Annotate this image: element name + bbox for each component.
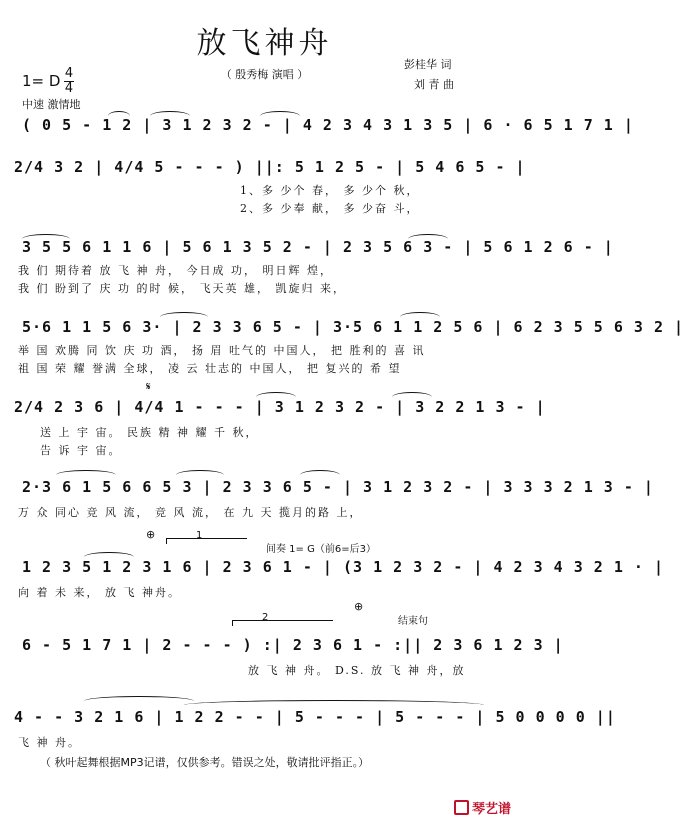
key-signature: 1= D: [22, 72, 61, 90]
volta-label: 1: [196, 530, 203, 541]
song-title: 放飞神舟: [196, 26, 333, 61]
lyricist-credit: 彭桂华 词: [404, 58, 452, 71]
slur: [300, 470, 340, 475]
lyric-line: 2、多 少奉 献， 多 少奋 斗，: [240, 202, 420, 215]
score-line: 6 - 5 1 7 1 | 2 - - - ) :| 2 3 6 1 - :|| 2 3 6 1 2 3 |: [22, 636, 564, 654]
slur: [84, 696, 194, 701]
site-watermark: 琴艺谱: [454, 798, 511, 817]
ending-marking: 结束句: [398, 616, 428, 627]
lyric-line: 放 飞 神 舟。 D.S. 放 飞 神 舟，放: [248, 664, 466, 677]
lyric-line: 向 着 未 来， 放 飞 神舟。: [18, 586, 181, 599]
volta-label: 2: [262, 612, 269, 623]
slur: [84, 552, 134, 557]
lyric-line: 祖 国 荣 耀 誉满 全球， 凌 云 壮志的 中国人， 把 复兴的 希 望: [18, 362, 402, 375]
interlude-marking: 间奏 1= G（前6=后3）: [266, 544, 376, 555]
score-line: 2·3 6 1 5 6 6 5 3 | 2 3 3 6 5 - | 3 1 2 3 2 - | 3 3 3 2 1 3 - |: [22, 478, 654, 496]
slur: [392, 392, 432, 397]
volta-bracket: [166, 538, 247, 544]
logo-icon: [454, 800, 469, 815]
lyric-line: 送 上 宇 宙。 民族 精 神 耀 千 秋，: [40, 426, 259, 439]
volta-bracket: [232, 620, 333, 626]
slur: [56, 470, 116, 475]
tempo-marking: 中速 激情地: [22, 98, 81, 111]
coda-sign: ⊕: [354, 600, 364, 613]
score-line: 5·6 1 1 5 6 3· | 2 3 3 6 5 - | 3·5 6 1 1 2 5 6 | 6 2 3 5 5 6 3 2 |: [22, 318, 684, 336]
lyric-line: 飞 神 舟。: [18, 736, 81, 749]
slur: [400, 312, 440, 317]
lyric-line: 1、多 少个 春， 多 少个 秋，: [240, 184, 420, 197]
lyric-line: 举 国 欢腾 同 饮 庆 功 酒， 扬 眉 吐气的 中国人， 把 胜利的 喜 讯: [18, 344, 426, 357]
performer-credit: （ 殷秀梅 演唱 ）: [220, 68, 309, 81]
score-line: ( 0 5 - 1 2 | 3 1 2 3 2 - | 4 2 3 4 3 1 3 5 | 6 · 6 5 1 7 1 |: [22, 116, 634, 134]
slur: [160, 312, 208, 317]
score-line: 2/4 2 3 6 | 4/4 1 - - - | 3 1 2 3 2 - | 3 2 2 1 3 - |: [14, 398, 546, 416]
score-line: 1 2 3 5 1 2 3 1 6 | 2 3 6 1 - | (3 1 2 3 2 - | 4 2 3 4 3 2 1 · |: [22, 558, 664, 576]
lyric-line: 告 诉 宇 宙。: [40, 444, 122, 457]
score-line: 2/4 3 2 | 4/4 5 - - - ) ||: 5 1 2 5 - | 5 4 6 5 - |: [14, 158, 526, 176]
time-signature: 4 4: [64, 66, 74, 96]
score-line: 4 - - 3 2 1 6 | 1 2 2 - - | 5 - - - | 5 - - - | 5 0 0 0 0 ||: [14, 708, 616, 726]
lyric-line: 我 们 期待着 放 飞 神 舟， 今日成 功， 明日辉 煌，: [18, 264, 333, 277]
slur: [184, 700, 484, 705]
lyric-line: 万 众 同心 竞 风 流， 竞 风 流， 在 九 天 揽月的路 上，: [18, 506, 363, 519]
coda-sign: ⊕: [146, 528, 156, 541]
slur: [176, 470, 224, 475]
slur: [256, 392, 296, 397]
lyric-line: 我 们 盼到了 庆 功 的时 候， 飞天英 雄， 凯旋归 来，: [18, 282, 346, 295]
composer-credit: 刘 青 曲: [414, 78, 454, 91]
segno-sign: 𝄋: [146, 380, 151, 393]
score-line: 3 5 5 6 1 1 6 | 5 6 1 3 5 2 - | 2 3 5 6 3 - | 5 6 1 2 6 - |: [22, 238, 614, 256]
transcription-note: （ 秋叶起舞根据MP3记谱，仅供参考。错误之处，敬请批评指正。）: [40, 756, 370, 769]
